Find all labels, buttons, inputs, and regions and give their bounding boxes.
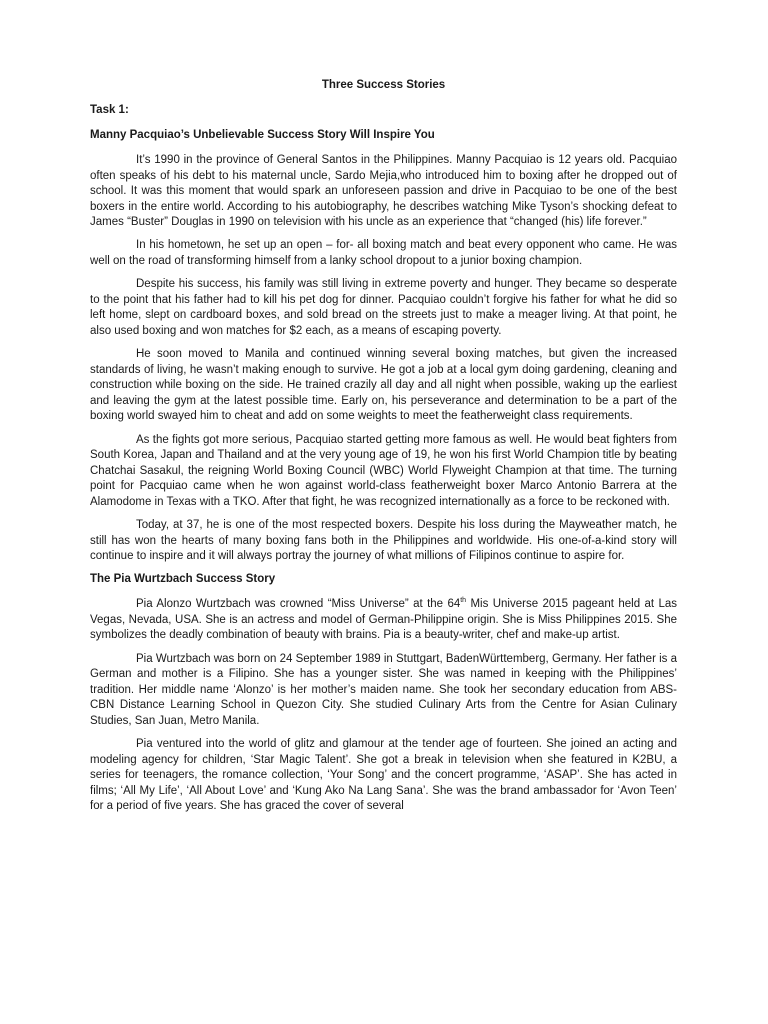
paragraph-text: Mis Universe 2015 pageant held at Las Vegas, Nevada, USA. She is an actress and model of German-Philippine origin. She is Miss Philippines 2015. She symbolizes the deadly combination of beauty with brains. Pia is a beauty-writer, chef and make-up artist.	[90, 598, 677, 642]
paragraph: Pia ventured into the world of glitz and glamour at the tender age of fourteen. She joined an acting and modeling agency for children, ‘Star Magic Talent’. She got a break in television when she featured in K2BU, a series for teenagers, the romance collection, ‘Your Song’ and the concert programme, ‘ASAP’. She has acted in films; ‘All My Life’, ‘All About Love’ and ‘Kung Ako Na Lang Sana’. She was the brand ambassador for ‘Avon Teen’ for a period of five years. She has graced the cover of several	[90, 738, 677, 813]
document-title: Three Success Stories	[321, 79, 446, 91]
paragraph: Despite his success, his family was still living in extreme poverty and hunger. They became so desperate to the point that his father had to kill his pet dog for dinner. Pacquiao couldn’t forgive his father for what he did so left home, slept on cardboard boxes, and sold bread on the streets just to make a meager living. At that point, he also used boxing and won matches for $2 each, as a means of escaping poverty.	[90, 278, 677, 337]
paragraph: Pia Wurtzbach was born on 24 September 1989 in Stuttgart, BadenWürttemberg, Germany. Her father is a German and mother is a Filipino. She has a younger sister. She was named in keeping with the Philippines’ tradition. Her middle name ‘Alonzo’ is her mother’s maiden name. She took her secondary education from ABS-CBN Distance Learning School in Quezon City. She studied Culinary Arts from the Centre for Asian Culinary Studies, San Juan, Metro Manila.	[90, 652, 677, 727]
paragraph: In his hometown, he set up an open – for- all boxing match and beat every opponent who came. He was well on the road of transforming himself from a lanky school dropout to a junior boxing champion.	[90, 239, 677, 268]
paragraph: It’s 1990 in the province of General Santos in the Philippines. Manny Pacquiao is 12 years old. Pacquiao often speaks of his debt to his maternal uncle, Sardo Mejia,who introduced him to boxing after he dropped out of school. It was this moment that would spark an unforeseen passion and drive in Pacquiao to be one of the best boxers in the entire world. According to his autobiography, he describes watching Mike Tyson’s shocking defeat to James “Buster” Douglas in 1990 on television with his uncle as an experience that “changed (his) life forever.”	[90, 154, 677, 229]
paragraph: As the fights got more serious, Pacquiao started getting more famous as well. He would beat fighters from South Korea, Japan and Thailand and at the very young age of 19, he won his first World Champion title by beating Chatchai Sasakul, the reigning World Boxing Council (WBC) World Flyweight Champion at that time. The turning point for Pacquiao came when he won against world-class featherweight boxer Marco Antonio Barrera at the Alamodome in Texas with a TKO. After that fight, he was recognized internationally as a force to be reckoned with.	[90, 433, 677, 508]
paragraph-text: Pia Alonzo Wurtzbach was crowned “Miss Universe” at the 64	[136, 598, 461, 611]
paragraph: He soon moved to Manila and continued winning several boxing matches, but given the increased standards of living, he wasn’t making enough to survive. He got a job at a local gym doing gardening, cleaning and construction while boxing on the side. He trained crazily all day and all night when possible, waking up the earliest and leaving the gym at the latest possible time. Early on, his perseverance and determination to be a part of the boxing world swayed him to cheat and add on some weights to meet the featherweight class requirements.	[90, 348, 677, 423]
section-heading-wurtzbach: The Pia Wurtzbach Success Story	[90, 573, 276, 586]
section-heading-pacquiao: Manny Pacquiao’s Unbelievable Success Story Will Inspire You	[90, 129, 435, 141]
paragraph: Today, at 37, he is one of the most respected boxers. Despite his loss during the Mayweather match, he still has won the hearts of many boxing fans both in the Philippines and worldwide. His one-of-a-kind story will continue to inspire and it will always portray the journey of what millions of Filipinos continue to aspire for.	[90, 518, 677, 563]
paragraph	[90, 597, 677, 644]
ordinal-suffix: th	[460, 597, 467, 605]
task-label: Task 1:	[90, 104, 129, 116]
